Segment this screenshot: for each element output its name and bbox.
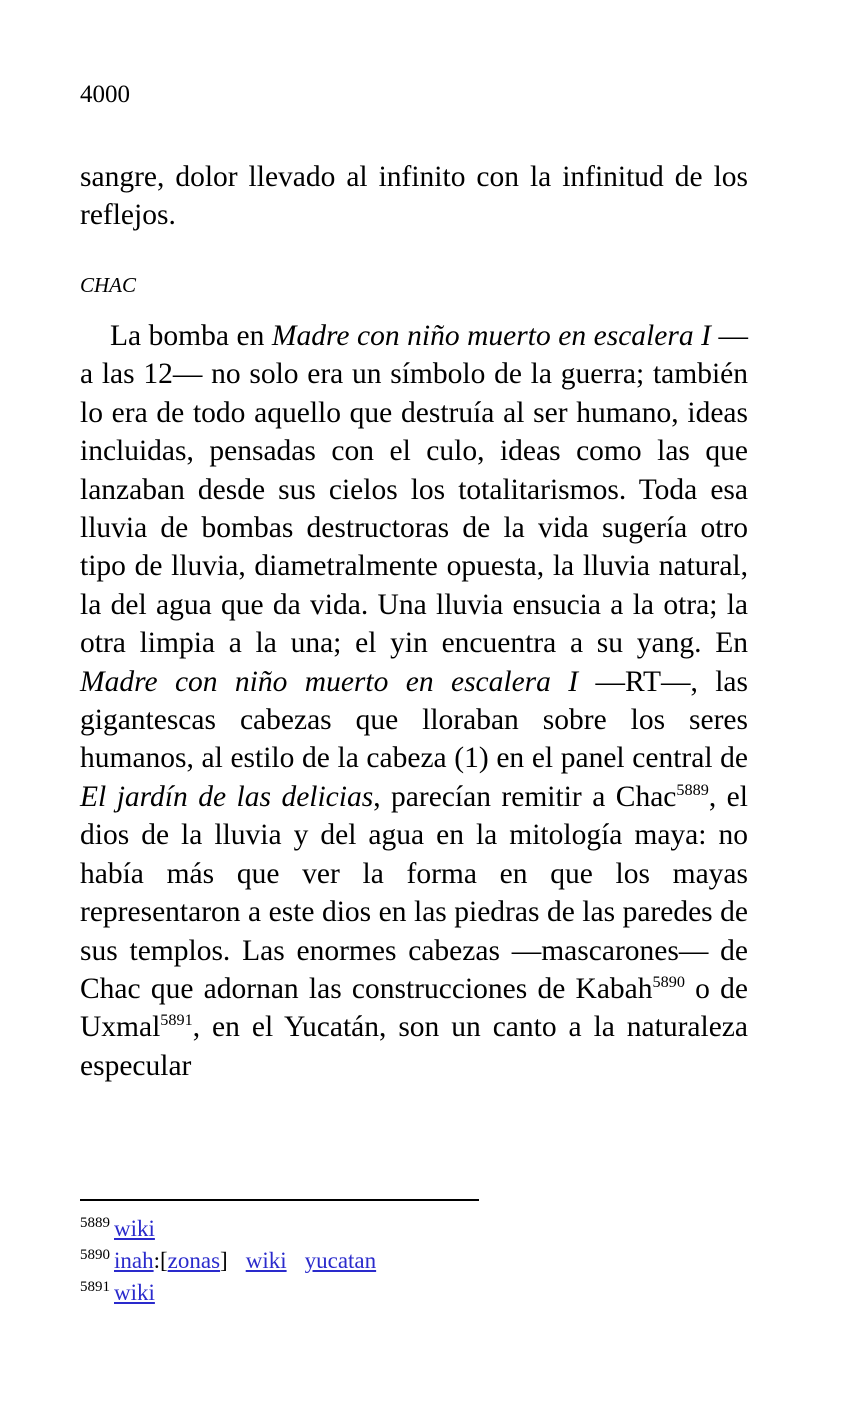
text-run: , parecían remitir a Chac <box>373 780 677 813</box>
footnote-ref-5889: 5889 <box>676 781 709 800</box>
artwork-title: Madre con niño muerto en escalera I <box>80 665 579 698</box>
text-run: , en el Yucatán, son un canto a la naturaleza especular <box>80 1011 748 1082</box>
footnote-separator: ] <box>220 1248 228 1273</box>
footnotes <box>80 1213 780 1309</box>
artwork-title: El jardín de las delicias <box>80 780 374 813</box>
text-run: o de Uxmal <box>80 972 749 1044</box>
section-heading: CHAC <box>80 273 137 297</box>
footnote-separator: :[ <box>153 1248 168 1273</box>
main-paragraph <box>80 317 748 1085</box>
footnote-number: 5891 <box>80 1279 110 1296</box>
footnote-link-inah[interactable]: inah <box>114 1248 154 1273</box>
footnote-5890 <box>80 1245 780 1277</box>
text-run: —RT—, las gigantescas cabezas que lloraban sobre los seres humanos, al estilo de la cabeza (1) en el panel central de <box>80 665 748 775</box>
footnote-link-yucatan[interactable]: yucatan <box>304 1248 377 1273</box>
footnote-5891 <box>80 1277 780 1309</box>
page-number: 4000 <box>80 81 130 108</box>
footnote-divider <box>80 1199 479 1201</box>
artwork-title: Madre con niño muerto en escalera I <box>271 320 711 352</box>
footnote-5889 <box>80 1213 780 1245</box>
footnote-number: 5890 <box>80 1247 110 1264</box>
footnote-ref-5890: 5890 <box>652 973 685 992</box>
footnote-link-wiki[interactable]: wiki <box>114 1280 155 1305</box>
footnote-number: 5889 <box>80 1215 110 1232</box>
footnote-link-wiki[interactable]: wiki <box>114 1216 155 1241</box>
lead-paragraph: sangre, dolor llevado al infinito con la infinitud de los reflejos. <box>80 161 748 232</box>
text-run: , el dios de la lluvia y del agua en la mitología maya: no había más que ver la forma en que los mayas representaron a este dios en las piedras de las paredes de sus templos. Las enormes cabezas —mascarones— de Chac que adornan las construcciones de Kabah <box>80 780 748 1005</box>
footnote-link-wiki[interactable]: wiki <box>245 1248 287 1273</box>
footnote-ref-5891: 5891 <box>160 1011 193 1030</box>
text-run: La bomba en <box>110 320 272 352</box>
text-run: —a las 12— no solo era un símbolo de la guerra; también lo era de todo aquello que destruía al ser humano, ideas incluidas, pensadas con el culo, ideas como las que lanzaban desde sus cielos los totalitarismos. Toda esa lluvia de bombas destructoras de la vida sugería otro tipo de lluvia, diametralmente opuesta, la lluvia natural, la del agua que da vida. Una lluvia ensucia a la otra; la otra limpia a la una; el yin encuentra a su yang. En <box>80 320 748 660</box>
footnote-link-zonas[interactable]: zonas <box>167 1248 221 1273</box>
